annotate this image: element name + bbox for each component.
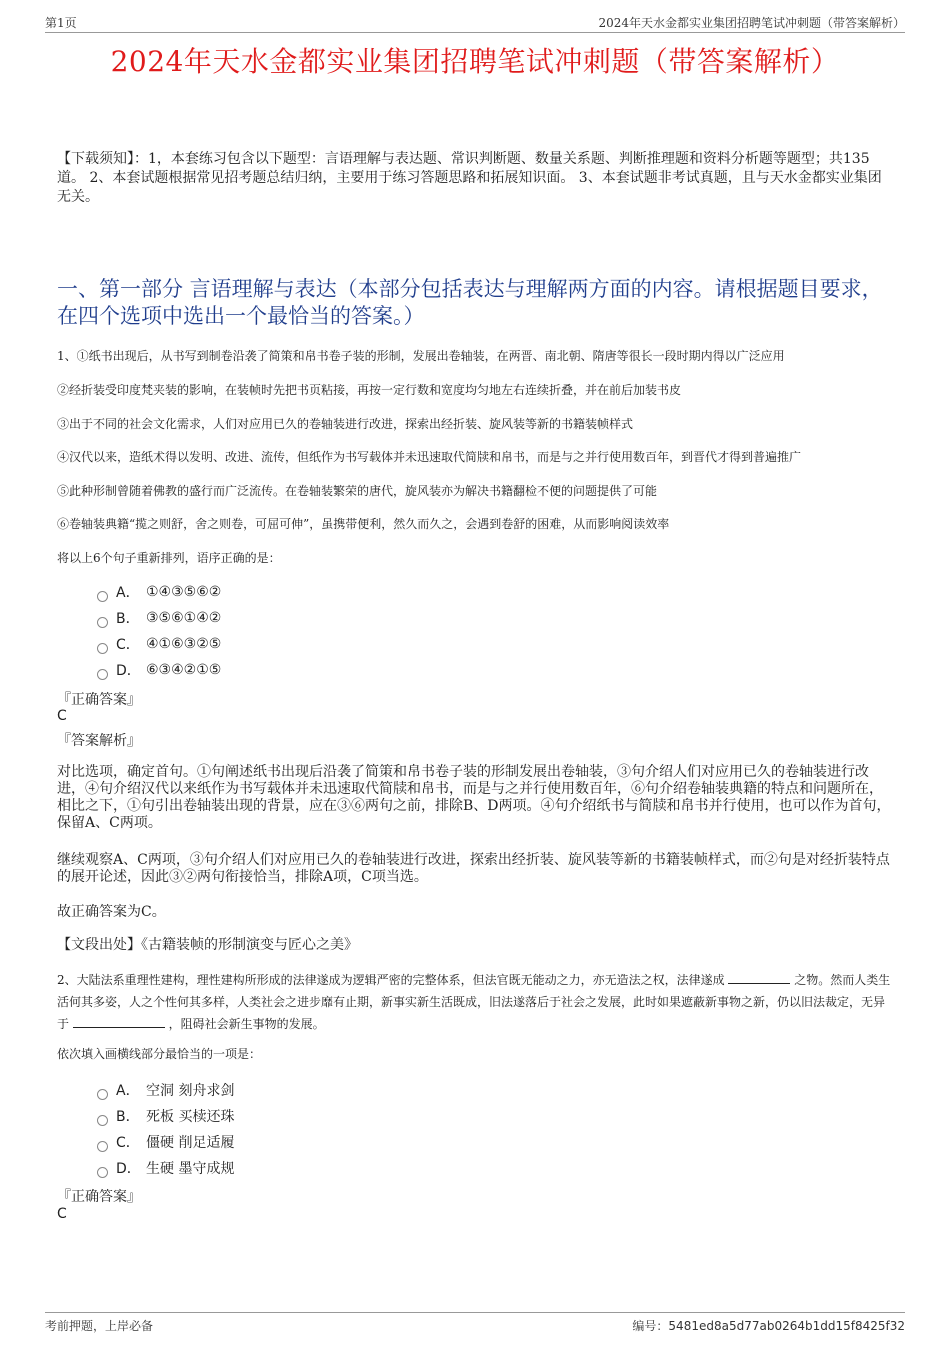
q2-option-d[interactable]	[97, 1155, 234, 1181]
radio-icon[interactable]	[97, 1089, 108, 1100]
q2-option-c[interactable]	[97, 1129, 234, 1155]
document-title: 2024年天水金都实业集团招聘笔试冲刺题（带答案解析）	[110, 45, 840, 78]
q1-sentence-2: ②经折装受印度梵夹装的影响，在装帧时先把书页粘接，再按一定行数和宽度均匀地左右连续折叠，并在前后加装书皮	[57, 383, 682, 397]
radio-icon[interactable]	[97, 1141, 108, 1152]
radio-icon[interactable]	[97, 591, 108, 602]
option-text: ①④③⑤⑥②	[146, 584, 222, 600]
q2-answer: C	[57, 1206, 67, 1222]
q1-prompt: 将以上6个句子重新排列，语序正确的是：	[57, 551, 281, 565]
q1-sentence-1: 1、①纸书出现后，从书写到制卷沿袭了简策和帛书卷子装的形制，发展出卷轴装，在两晋、南北朝、隋唐等很长一段时期内得以广泛应用	[57, 349, 785, 363]
q2-stem	[57, 969, 892, 1035]
option-letter: D．	[116, 1161, 141, 1177]
q1-answer: C	[57, 708, 67, 724]
q2-option-a[interactable]	[97, 1077, 234, 1103]
q2-blank-1	[728, 971, 790, 984]
footer-code-label: 编号：	[632, 1319, 669, 1333]
q2-text-part-3: ，阻碍社会新生事物的发展。	[168, 1017, 325, 1031]
q1-sentence-3: ③出于不同的社会文化需求，人们对应用已久的卷轴装进行改进，探索出经折装、旋风装等新的书籍装帧样式	[57, 417, 634, 431]
q1-source: 【文段出处】《古籍装帧的形制演变与匠心之美》	[57, 937, 358, 953]
q1-sentence-4: ④汉代以来，造纸术得以发明、改进、流传，但纸作为书写载体并未迅速取代简牍和帛书，而是与之并行使用数百年，到晋代才得到普遍推广	[57, 450, 802, 464]
option-text: 死板 买椟还珠	[146, 1109, 235, 1125]
q1-analysis-label: 『答案解析』	[57, 733, 141, 749]
q2-options	[97, 1077, 234, 1181]
q2-answer-label: 『正确答案』	[57, 1189, 141, 1205]
q2-prompt: 依次填入画横线部分最恰当的一项是：	[57, 1047, 262, 1061]
q1-answer-label: 『正确答案』	[57, 692, 141, 708]
radio-icon[interactable]	[97, 643, 108, 654]
footer-code	[632, 1317, 905, 1334]
page-number: 第1页	[45, 16, 77, 30]
q1-sentence-6: ⑥卷轴装典籍“揽之则舒，舍之则卷，可屈可伸”，虽携带便利，然久而久之，会遇到卷舒的困难，从而影响阅读效率	[57, 517, 670, 531]
radio-icon[interactable]	[97, 1115, 108, 1126]
header-doc-title: 2024年天水金都实业集团招聘笔试冲刺题（带答案解析）	[598, 16, 905, 30]
radio-icon[interactable]	[97, 669, 108, 680]
q2-blank-2	[73, 1015, 165, 1028]
option-text: 僵硬 削足适履	[146, 1135, 235, 1151]
section-heading: 一、第一部分 言语理解与表达（本部分包括表达与理解两方面的内容。请根据题目要求，在四个选项中选出一个最恰当的答案。）	[57, 277, 883, 328]
q1-option-c[interactable]	[97, 631, 221, 657]
option-letter: C．	[116, 637, 140, 653]
radio-icon[interactable]	[97, 1167, 108, 1178]
q1-analysis-conclusion: 故正确答案为C。	[57, 904, 166, 920]
download-notice: 【下载须知】：1，本套练习包含以下题型：言语理解与表达题、常识判断题、数量关系题、判断推理题和资料分析题等题型；共135道。 2、本套试题根据常见招考题总结归纳，主要用于练习答题思路和拓展知识面。 3、本套试题非考试真题，且与天水金都实业集团无关。	[57, 151, 882, 205]
option-text: 空洞 刻舟求剑	[146, 1083, 235, 1099]
q1-analysis-paragraph-2: 继续观察A、C两项，③句介绍人们对应用已久的卷轴装进行改进，探索出经折装、旋风装等新的书籍装帧样式，而②句是对经折装特点的展开论述，因此③②两句衔接恰当，排除A项，C项当选。	[57, 852, 890, 885]
q1-analysis-paragraph-1: 对比选项，确定首句。①句阐述纸书出现后沿袭了简策和帛书卷子装的形制发展出卷轴装，③句介绍人们对应用已久的卷轴装进行改进，④句介绍汉代以来纸作为书写载体并未迅速取代简牍和帛书，而是与之并行使用数百年，⑥句介绍卷轴装典籍的特点和问题所在，相比之下，①句引出卷轴装出现的背景，应在③⑥两句之前，排除B、D两项。④句介绍纸书与简牍和帛书并行使用，也可以作为首句，保留A、C两项。	[57, 764, 891, 831]
option-letter: C．	[116, 1135, 140, 1151]
option-letter: B．	[116, 1109, 140, 1125]
q1-option-b[interactable]	[97, 605, 221, 631]
option-letter: B．	[116, 611, 140, 627]
q2-text-part-1: 2、大陆法系重理性建构，理性建构所形成的法律遂成为逻辑严密的完整体系，但法官既无能动之力，亦无造法之权，法律遂成	[57, 973, 725, 987]
q1-options	[97, 579, 221, 683]
page-header	[45, 14, 905, 33]
option-letter: A．	[116, 1083, 140, 1099]
q2-option-b[interactable]	[97, 1103, 234, 1129]
option-text: ③⑤⑥①④②	[146, 610, 222, 626]
option-text: 生硬 墨守成规	[146, 1161, 235, 1177]
q2-text-part-2: 之物。然而人类生活何其多姿，人之个性何其多样，人类社会之进步靡有止期，新事实新生活既成，旧法遂落后于社会之发展，此时如果遮蔽新事物之新，仍以旧法裁定，无异于	[57, 973, 891, 1031]
option-text: ④①⑥③②⑤	[146, 636, 222, 652]
option-text: ⑥③④②①⑤	[146, 662, 222, 678]
footer-code-value: 5481ed8a5d77ab0264b1dd15f8425f32	[668, 1319, 905, 1333]
option-letter: A．	[116, 585, 140, 601]
q1-sentence-5: ⑤此种形制曾随着佛教的盛行而广泛流传。在卷轴装繁荣的唐代，旋风装亦为解决书籍翻检不便的问题提供了可能	[57, 484, 658, 498]
q1-option-a[interactable]	[97, 579, 221, 605]
page-footer	[45, 1312, 905, 1335]
q1-option-d[interactable]	[97, 657, 221, 683]
footer-slogan: 考前押题，上岸必备	[45, 1319, 154, 1333]
option-letter: D．	[116, 663, 141, 679]
radio-icon[interactable]	[97, 617, 108, 628]
